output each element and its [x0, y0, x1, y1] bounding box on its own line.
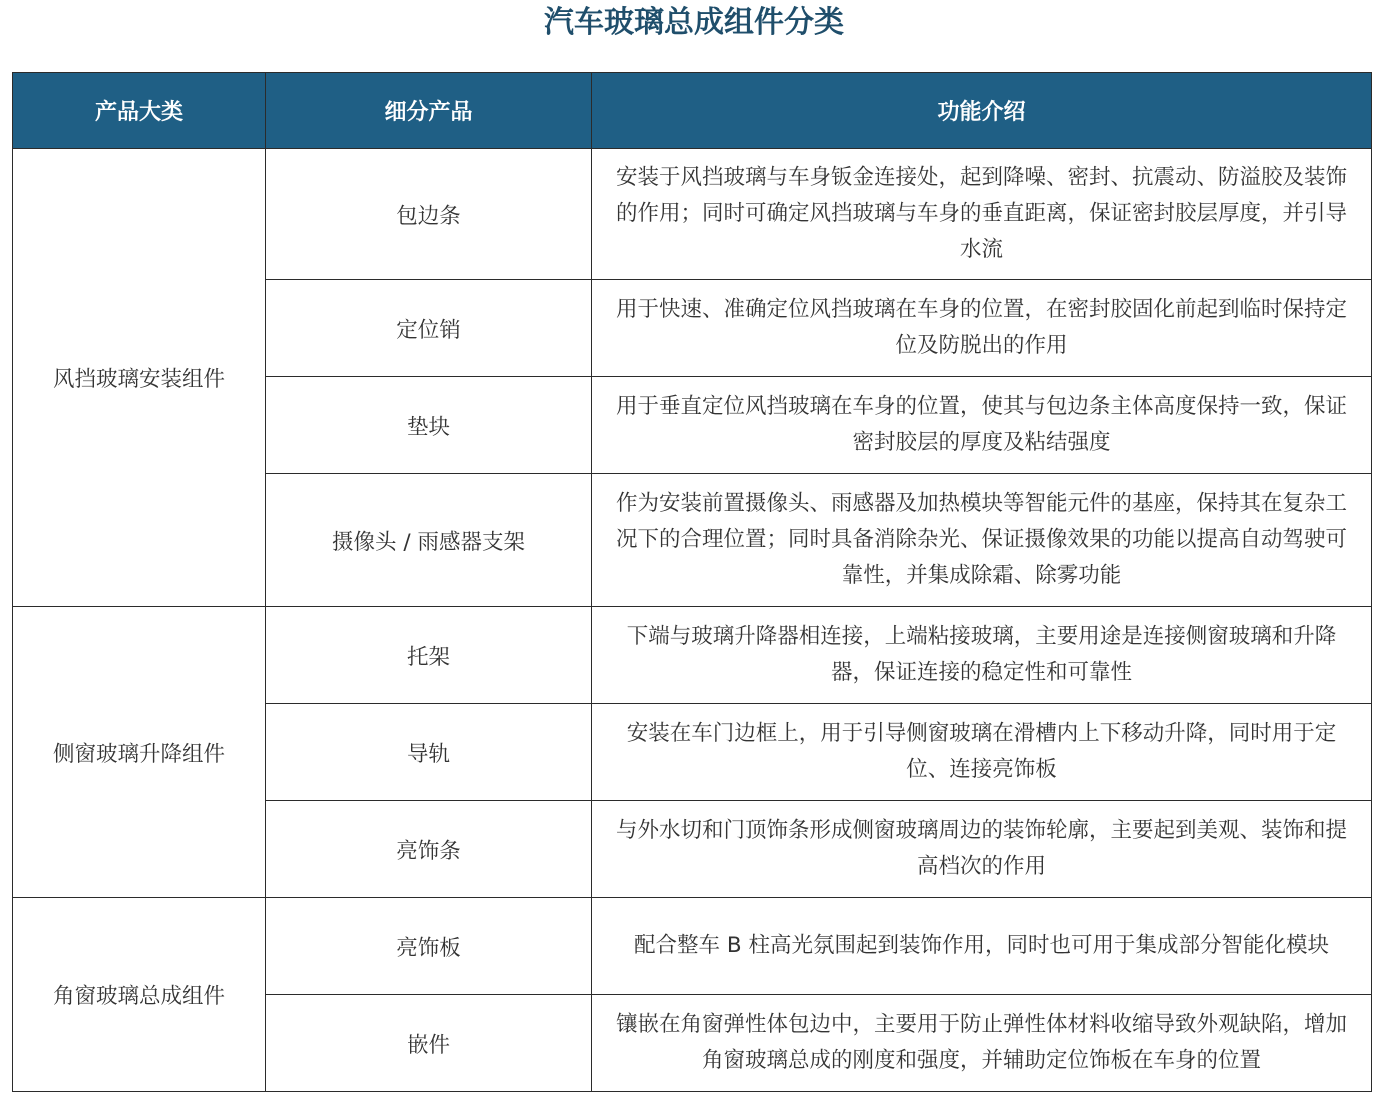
- product-cell: 嵌件: [266, 995, 592, 1092]
- table-row: [13, 607, 1372, 704]
- description-cell: 配合整车 B 柱高光氛围起到装饰作用，同时也可用于集成部分智能化模块: [592, 898, 1372, 995]
- description-cell: 下端与玻璃升降器相连接，上端粘接玻璃，主要用途是连接侧窗玻璃和升降器，保证连接的稳定性和可靠性: [592, 607, 1372, 704]
- product-cell: 托架: [266, 607, 592, 704]
- table-row: [13, 149, 1372, 280]
- product-cell: 亮饰条: [266, 801, 592, 898]
- product-cell: 亮饰板: [266, 898, 592, 995]
- header-category: 产品大类: [13, 73, 266, 149]
- product-cell: 摄像头 / 雨感器支架: [266, 474, 592, 607]
- product-cell: 垫块: [266, 377, 592, 474]
- description-cell: 用于垂直定位风挡玻璃在车身的位置，使其与包边条主体高度保持一致，保证密封胶层的厚度及粘结强度: [592, 377, 1372, 474]
- category-cell: 风挡玻璃安装组件: [13, 149, 266, 607]
- category-cell: 侧窗玻璃升降组件: [13, 607, 266, 898]
- product-cell: 导轨: [266, 704, 592, 801]
- classification-table: [12, 72, 1372, 1092]
- table-header-row: [13, 73, 1372, 149]
- description-cell: 镶嵌在角窗弹性体包边中，主要用于防止弹性体材料收缩导致外观缺陷，增加角窗玻璃总成的刚度和强度，并辅助定位饰板在车身的位置: [592, 995, 1372, 1092]
- page-title: 汽车玻璃总成组件分类: [544, 5, 844, 40]
- header-product: 细分产品: [266, 73, 592, 149]
- product-cell: 定位销: [266, 280, 592, 377]
- category-cell: 角窗玻璃总成组件: [13, 898, 266, 1092]
- description-cell: 安装在车门边框上，用于引导侧窗玻璃在滑槽内上下移动升降，同时用于定位、连接亮饰板: [592, 704, 1372, 801]
- description-cell: 与外水切和门顶饰条形成侧窗玻璃周边的装饰轮廓，主要起到美观、装饰和提高档次的作用: [592, 801, 1372, 898]
- description-cell: 用于快速、准确定位风挡玻璃在车身的位置，在密封胶固化前起到临时保持定位及防脱出的作用: [592, 280, 1372, 377]
- description-cell: 作为安装前置摄像头、雨感器及加热模块等智能元件的基座，保持其在复杂工况下的合理位置；同时具备消除杂光、保证摄像效果的功能以提高自动驾驶可靠性，并集成除霜、除雾功能: [592, 474, 1372, 607]
- header-description: 功能介绍: [592, 73, 1372, 149]
- table-row: [13, 898, 1372, 995]
- description-cell: 安装于风挡玻璃与车身钣金连接处，起到降噪、密封、抗震动、防溢胶及装饰的作用；同时可确定风挡玻璃与车身的垂直距离，保证密封胶层厚度，并引导水流: [592, 149, 1372, 280]
- product-cell: 包边条: [266, 149, 592, 280]
